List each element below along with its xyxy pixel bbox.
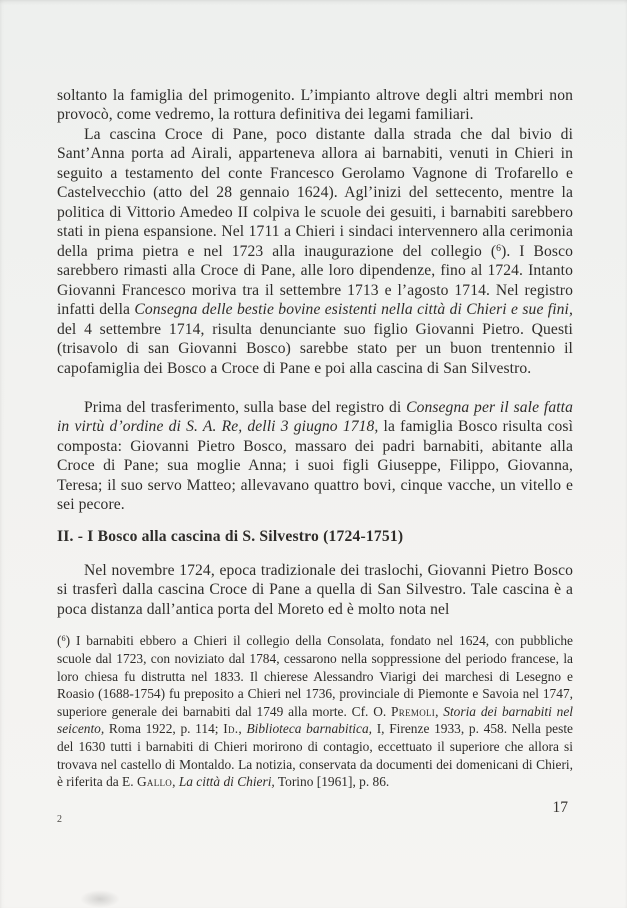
paragraph-continuation: soltanto la famiglia del primogenito. L’impianto altrove degli altri membri non provocò, come vedremo, la rottura definitiva dei legami familiari. — [57, 86, 573, 124]
signature-mark: 2 — [57, 814, 62, 825]
page-number: 17 — [552, 799, 568, 816]
scan-smudge — [80, 890, 120, 908]
paragraph-cascina-croce-di-pane: La cascina Croce di Pane, poco distante dalla strada che dal bivio di Sant’Anna porta ad Airali, apparteneva allora ai barnabiti, venuti in Chieri in seguito a testamento del conte Francesco Gerolamo Vagnone di Trofarello e Castelvecchio (atto del 28 gennaio 1624). Agl’inizi del settecento, mentre la politica di Vittorio Amedeo II colpiva le scuole dei gesuiti, i barnabiti sarebbero stati in piena espansione. Nel 1711 a Chieri i sindaci intervennero alla cerimonia della prima pietra e nel 1723 alla inaugurazione del collegio ($^6$). I Bosco sarebbero rimasti alla Croce di Pane, alle loro dipendenze, fino al 1724. Intanto Giovanni Francesco moriva tra il settembre 1713 e l’agosto 1714. Nel registro infatti della Consegna delle bestie bovine esistenti nella città di Chieri e sue fini, del 4 settembre 1714, risulta denunciante suo figlio Giovanni Pietro. Questi (trisavolo di san Giovanni Bosco) sarebbe stato per un buon trentennio il capofamiglia dei Bosco a Croce di Pane e poi alla cascina di San Silvestro. — [57, 125, 573, 377]
paragraph-nel-novembre-1724: Nel novembre 1724, epoca tradizionale dei traslochi, Giovanni Pietro Bosco si trasferì dalla cascina Croce di Pane a quella di San Silvestro. Tale cascina è a poca distanza dall’antica porta del Moreto ed è molto nota nel — [57, 561, 573, 618]
footnote-6: ($^6$) I barnabiti ebbero a Chieri il collegio della Consolata, fondato nel 1624, con pubbliche scuole dal 1723, con noviziato dal 1784, cessarono nella soppressione del periodo francese, la loro chiesa fu distrutta nel 1833. Il chierese Alessandro Viarigi dei marchesi di Lesegno e Roasio (1688-1754) fu preposito a Chieri nel 1736, provinciale di Piemonte e Savoia nel 1747, superiore generale dei barnabiti dal 1749 alla morte. Cf. O. Premoli, Storia dei barnabiti nel seicento, Roma 1922, p. 114; Id., Biblioteca barnabitica, I, Firenze 1933, p. 458. Nella peste del 1630 tutti i barnabiti di Chieri morirono di contagio, eccettuato il superiore che allora si trovava nel castello di Montaldo. La notizia, conservata da documenti dei domenicani di Chieri, è riferita da E. Gallo, La città di Chieri, Torino [1961], p. 86. — [57, 633, 574, 790]
paragraph-prima-del-trasferimento: Prima del trasferimento, sulla base del registro di Consegna per il sale fatta in virtù d’ordine di S. A. Re, delli 3 giugno 1718, la famiglia Bosco risulta così composta: Giovanni Pietro Bosco, massaro dei padri barnabiti, abitante alla Croce di Pane; sua moglie Anna; i suoi figli Giuseppe, Filippo, Giovanna, Teresa; il suo servo Matteo; allevavano quattro bovi, cinque vacche, un vitello e sei pecore. — [57, 398, 574, 514]
section-heading: II. - I Bosco alla cascina di S. Silvestro (1724-1751) — [57, 527, 404, 545]
